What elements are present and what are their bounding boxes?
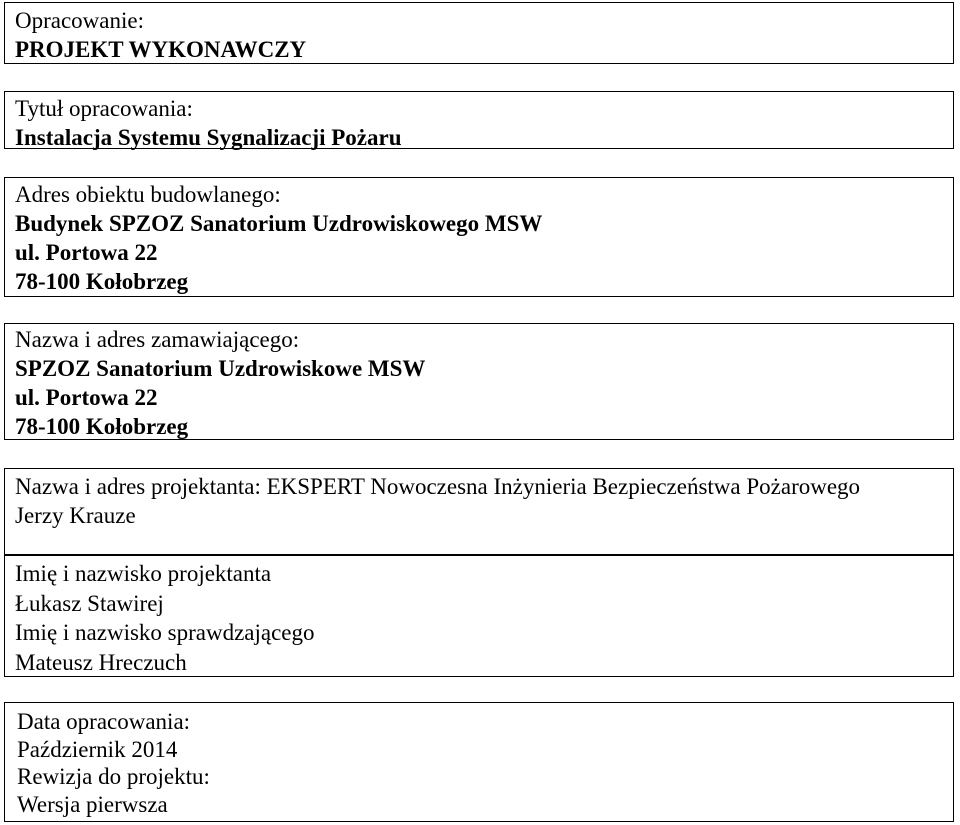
adres-obiektu-label: Adres obiektu budowlanego: bbox=[15, 182, 281, 207]
projektant-name-label: Imię i nazwisko projektanta bbox=[15, 561, 272, 586]
zamawiajacy-label: Nazwa i adres zamawiającego: bbox=[15, 327, 300, 352]
opracowanie-value: PROJEKT WYKONAWCZY bbox=[15, 37, 307, 62]
osoby-section bbox=[4, 555, 954, 677]
adres-obiektu-section bbox=[4, 177, 954, 297]
rewizja-label: Rewizja do projektu: bbox=[17, 764, 210, 789]
tytul-value: Instalacja Systemu Sygnalizacji Pożaru bbox=[15, 125, 402, 150]
projektant-line2: Jerzy Krauze bbox=[15, 503, 136, 528]
opracowanie-label: Opracowanie: bbox=[15, 8, 144, 33]
zamawiajacy-street: ul. Portowa 22 bbox=[15, 385, 158, 410]
data-label: Data opracowania: bbox=[17, 709, 191, 734]
zamawiajacy-city: 78-100 Kołobrzeg bbox=[15, 414, 189, 439]
zamawiajacy-section bbox=[4, 323, 954, 440]
projektant-name: Łukasz Stawirej bbox=[15, 590, 164, 616]
adres-obiektu-street: ul. Portowa 22 bbox=[15, 240, 158, 265]
adres-obiektu-city: 78-100 Kołobrzeg bbox=[15, 269, 189, 294]
zamawiajacy-name: SPZOZ Sanatorium Uzdrowiskowe MSW bbox=[15, 356, 426, 381]
sprawdzajacy-name-label: Imię i nazwisko sprawdzającego bbox=[15, 620, 315, 645]
tytul-label: Tytuł opracowania: bbox=[15, 96, 193, 121]
projektant-section bbox=[4, 468, 954, 555]
adres-obiektu-name: Budynek SPZOZ Sanatorium Uzdrowiskowego MSW bbox=[15, 211, 543, 236]
projektant-line1: Nazwa i adres projektanta: EKSPERT Nowoczesna Inżynieria Bezpieczeństwa Pożarowego bbox=[15, 474, 861, 499]
rewizja-value: Wersja pierwsza bbox=[17, 791, 168, 817]
tytul-section bbox=[4, 91, 954, 149]
data-value: Październik 2014 bbox=[17, 736, 178, 762]
sprawdzajacy-name: Mateusz Hreczuch bbox=[15, 649, 187, 675]
data-section bbox=[4, 702, 954, 822]
opracowanie-section bbox=[4, 2, 954, 64]
